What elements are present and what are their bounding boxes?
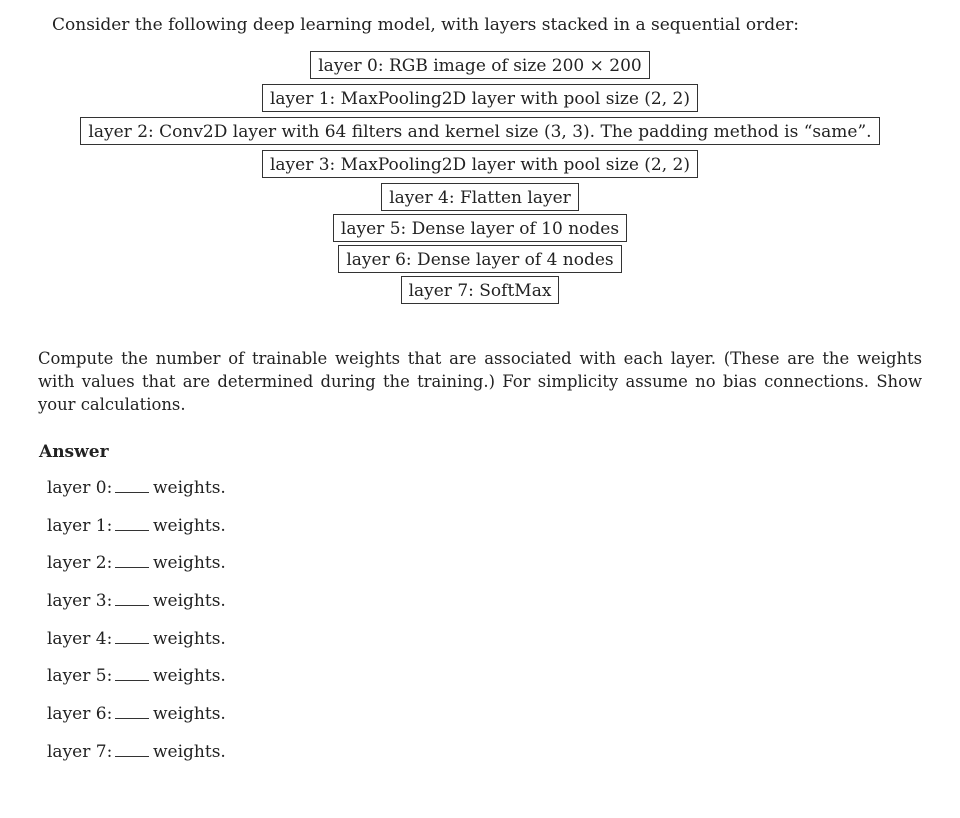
answer-line <box>47 476 226 514</box>
answer-list <box>47 476 226 778</box>
answer-suffix: weights. <box>153 741 226 762</box>
layer-box-2: layer 2: Conv2D layer with 64 filters and kernel size (3, 3). The padding method is “same”. <box>80 117 879 145</box>
layer-box-0: layer 0: RGB image of size 200 × 200 <box>310 51 650 79</box>
answer-blank[interactable] <box>115 589 149 606</box>
answer-blank[interactable] <box>115 476 149 493</box>
answer-suffix: weights. <box>153 591 226 612</box>
answer-blank[interactable] <box>115 551 149 568</box>
answer-line <box>47 551 226 589</box>
answer-label: layer 6: <box>47 704 113 725</box>
layer-box-4: layer 4: Flatten layer <box>381 183 579 211</box>
answer-line <box>47 589 226 627</box>
answer-suffix: weights. <box>153 628 226 649</box>
layer-box-1: layer 1: MaxPooling2D layer with pool size (2, 2) <box>262 84 698 112</box>
answer-label: layer 2: <box>47 553 113 574</box>
answer-suffix: weights. <box>153 666 226 687</box>
answer-line <box>47 702 226 740</box>
answer-line <box>47 740 226 778</box>
answer-label: layer 5: <box>47 666 113 687</box>
answer-heading: Answer <box>39 442 109 462</box>
answer-line <box>47 627 226 665</box>
answer-label: layer 0: <box>47 478 113 498</box>
answer-suffix: weights. <box>153 553 226 574</box>
layer-stack <box>0 51 960 307</box>
answer-blank[interactable] <box>115 702 149 719</box>
layer-box-3: layer 3: MaxPooling2D layer with pool size (2, 2) <box>262 150 698 178</box>
layer-box-7: layer 7: SoftMax <box>401 276 560 304</box>
layer-box-6: layer 6: Dense layer of 4 nodes <box>338 245 621 273</box>
answer-suffix: weights. <box>153 704 226 725</box>
answer-label: layer 4: <box>47 628 113 649</box>
answer-suffix: weights. <box>153 478 226 498</box>
question-text: Compute the number of trainable weights that are associated with each layer. (These are the weights with values that are determined during the training.) For simplicity assume no bias connections. Show your calculations. <box>38 349 922 414</box>
answer-label: layer 1: <box>47 515 113 536</box>
answer-blank[interactable] <box>115 740 149 757</box>
answer-blank[interactable] <box>115 664 149 681</box>
intro-text: Consider the following deep learning model, with layers stacked in a sequential order: <box>52 15 800 35</box>
layer-box-5: layer 5: Dense layer of 10 nodes <box>333 214 627 242</box>
answer-label: layer 7: <box>47 741 113 762</box>
answer-suffix: weights. <box>153 515 226 536</box>
answer-line <box>47 664 226 702</box>
answer-label: layer 3: <box>47 591 113 612</box>
answer-blank[interactable] <box>115 627 149 644</box>
answer-line <box>47 514 226 552</box>
answer-blank[interactable] <box>115 514 149 531</box>
